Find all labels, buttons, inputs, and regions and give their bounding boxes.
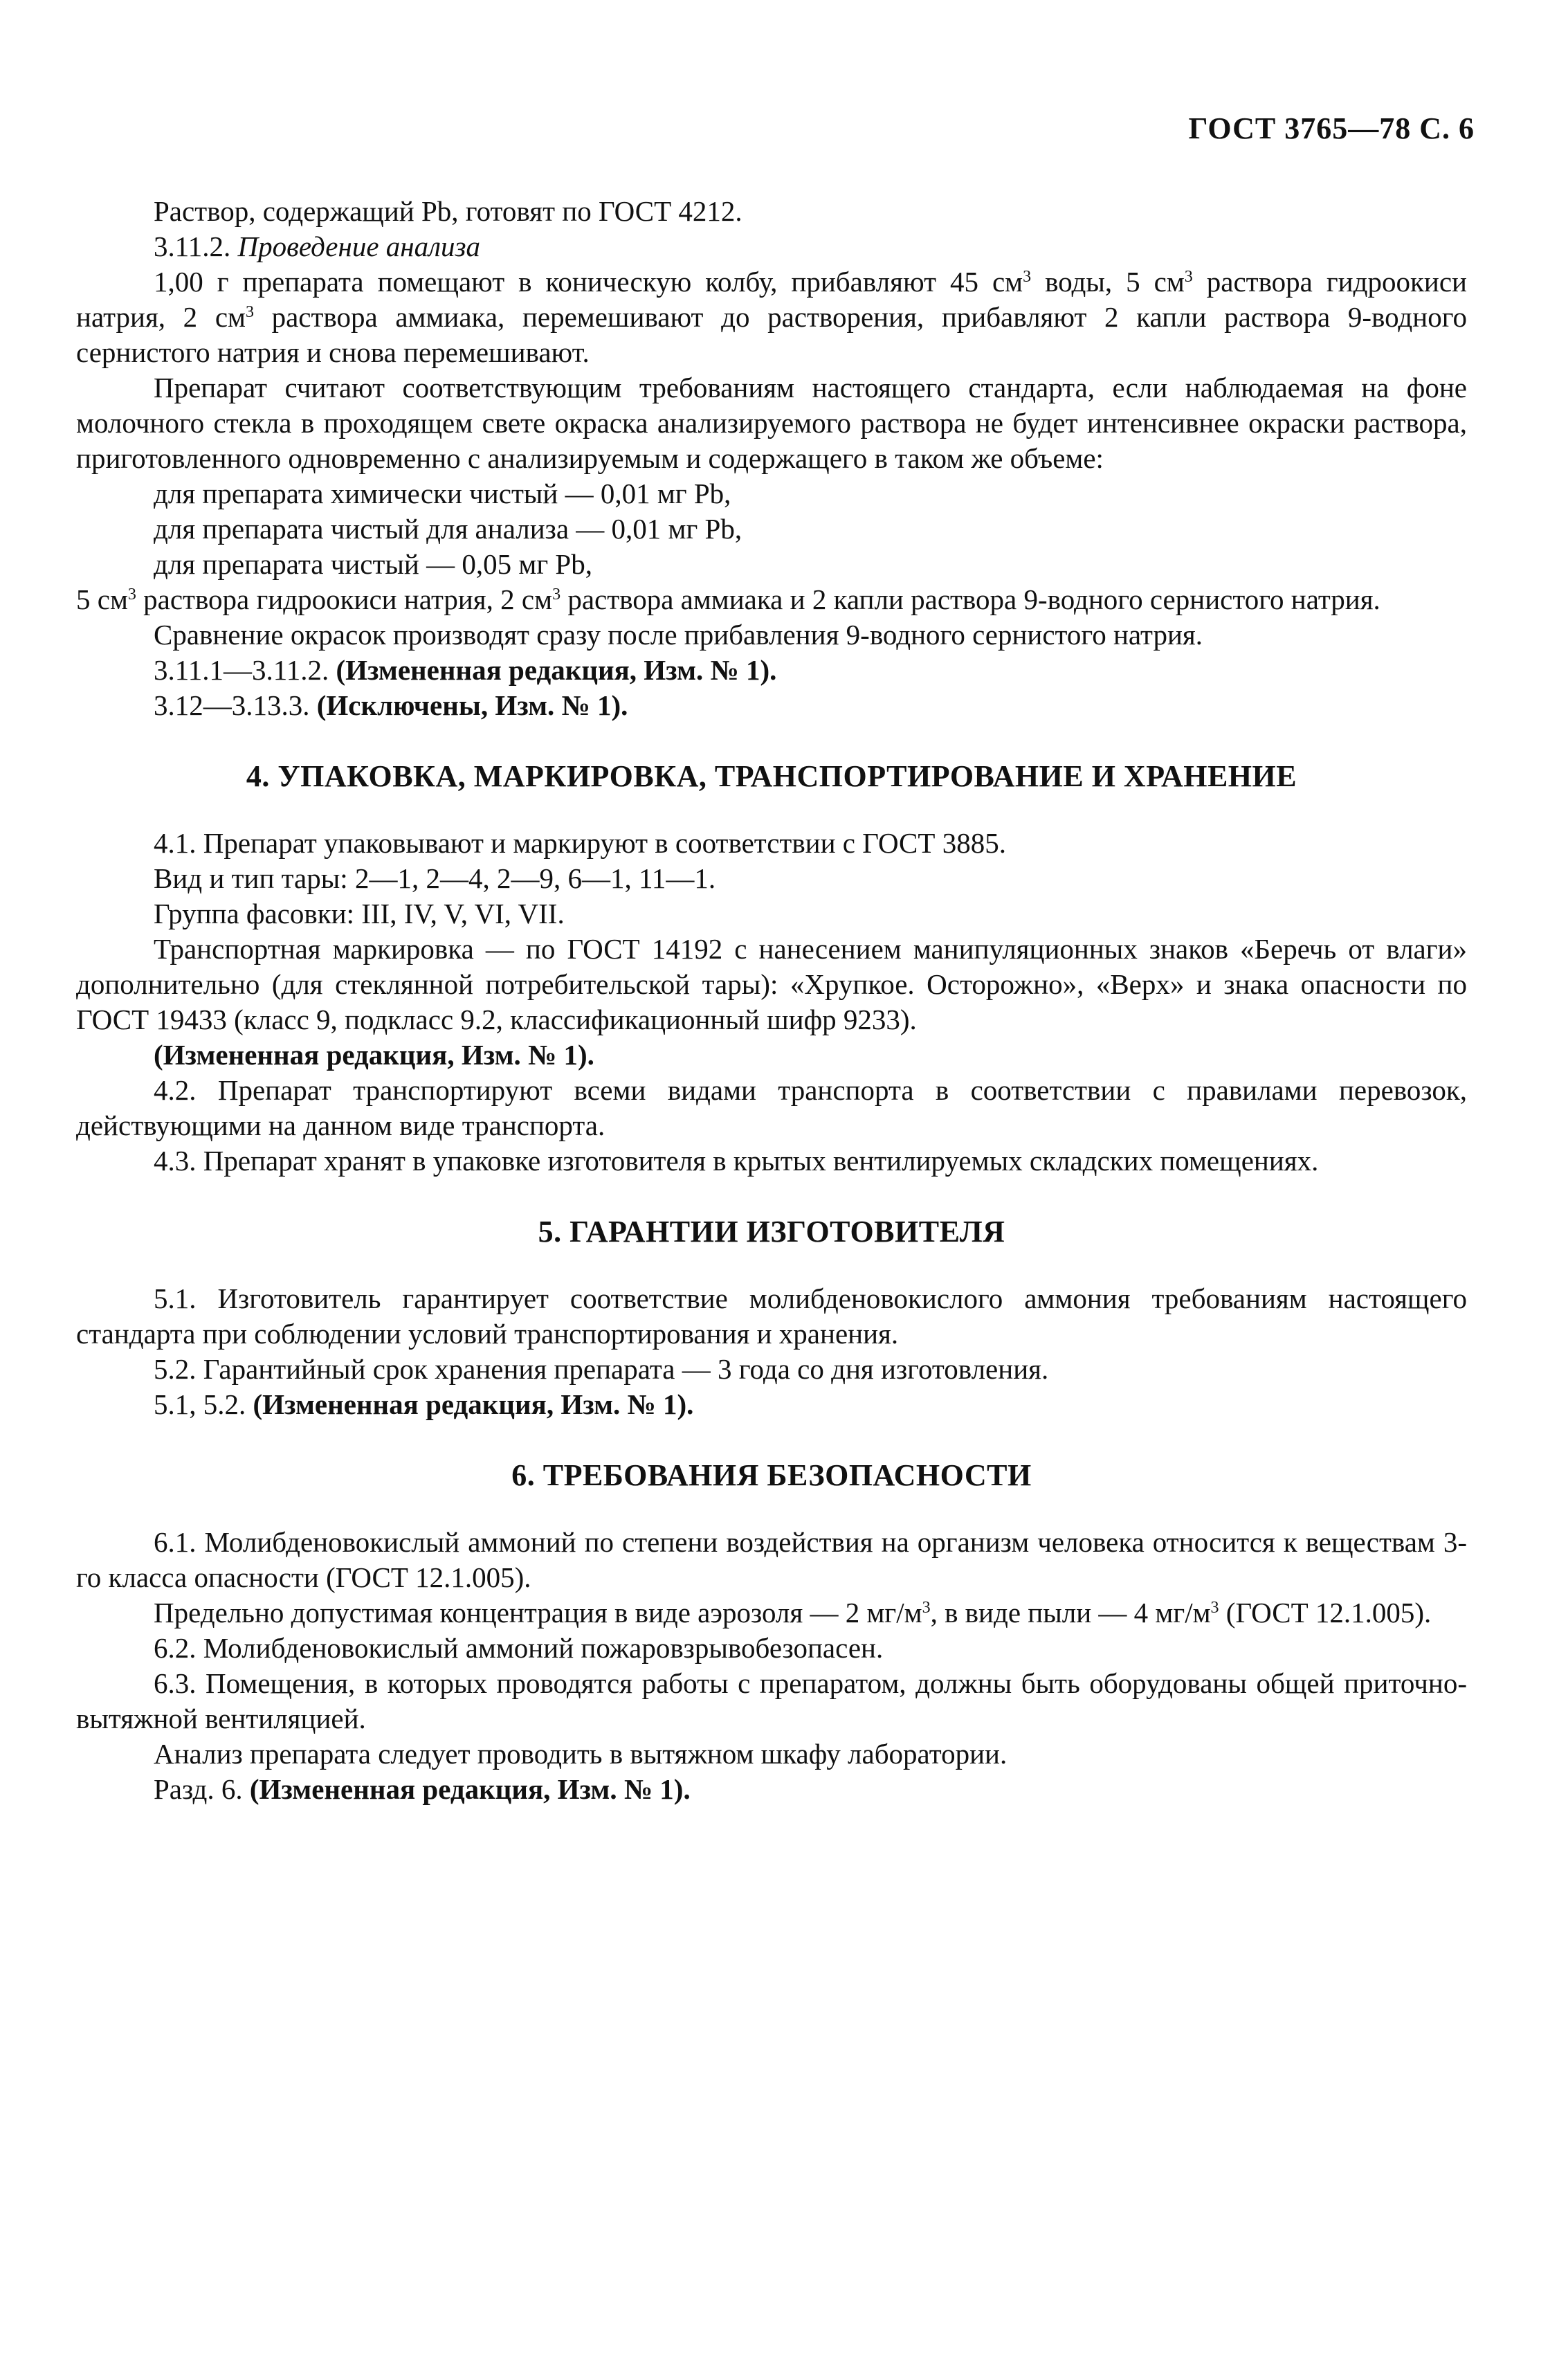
paragraph-packing-group: Группа фасовки: III, IV, V, VI, VII. bbox=[154, 898, 565, 929]
clause-number: 3.11.2. bbox=[154, 230, 238, 262]
text-run: раствора гидроокиси натрия, 2 см bbox=[136, 583, 553, 615]
text-run: Предельно допустимая концентрация в виде аэрозоля — 2 мг/м bbox=[154, 1597, 922, 1629]
excluded-note: (Исключены, Изм. № 1). bbox=[316, 689, 628, 721]
paragraph-4-1: 4.1. Препарат упаковывают и маркируют в соответствии с ГОСТ 3885. bbox=[154, 827, 1006, 859]
superscript: 3 bbox=[245, 303, 254, 321]
paragraph-sodium bbox=[76, 582, 1467, 617]
section-heading-5: 5. ГАРАНТИИ ИЗГОТОВИТЕЛЯ bbox=[538, 1215, 1005, 1249]
paragraph-edition-note bbox=[76, 653, 1467, 688]
paragraph-procedure bbox=[76, 264, 1467, 370]
text-run: 1,00 г препарата помещают в коническую колбу, прибавляют 45 см bbox=[154, 266, 1023, 298]
paragraph-excluded-note bbox=[76, 688, 1467, 723]
paragraph-6-1: 6.1. Молибденовокислый аммоний по степени воздействия на организм человека относится к веществам 3-го класса опасности (ГОСТ 12.1.005). bbox=[76, 1526, 1467, 1593]
text-run: воды, 5 см bbox=[1031, 266, 1185, 298]
text-run: , в виде пыли — 4 мг/м bbox=[930, 1597, 1211, 1629]
paragraph-requirement: Препарат считают соответствующим требованиям настоящего стандарта, если наблюдаемая на фоне молочного стекла в проходящем свете окраска анализируемого раствора не будет интенсивнее окраски раствора, приготовленного одновременно с анализируемым и содержащего в таком же объеме: bbox=[76, 372, 1467, 474]
edition-note: (Измененная редакция, Изм. № 1). bbox=[253, 1388, 694, 1420]
superscript: 3 bbox=[552, 586, 561, 604]
superscript: 3 bbox=[1210, 1599, 1219, 1617]
superscript: 3 bbox=[922, 1599, 931, 1617]
list-item: для препарата чистый — 0,05 мг Pb, bbox=[154, 548, 592, 580]
edition-note: (Измененная редакция, Изм. № 1). bbox=[249, 1773, 691, 1805]
list-item: для препарата химически чистый — 0,01 мг Pb, bbox=[154, 478, 731, 509]
section-heading-4: 4. УПАКОВКА, МАРКИРОВКА, ТРАНСПОРТИРОВАНИЕ И ХРАНЕНИЕ bbox=[246, 759, 1297, 793]
paragraph-tara: Вид и тип тары: 2—1, 2—4, 2—9, 6—1, 11—1. bbox=[154, 862, 716, 894]
paragraph-4-2: 4.2. Препарат транспортируют всеми видами транспорта в соответствии с правилами перевозок, действующими на данном виде транспорта. bbox=[76, 1074, 1467, 1141]
paragraph-6-3: 6.3. Помещения, в которых проводятся работы с препаратом, должны быть оборудованы общей приточно-вытяжной вентиляцией. bbox=[76, 1667, 1467, 1734]
clause-title: Проведение анализа bbox=[237, 230, 481, 262]
text-run: раствора гидроокиси натрия, 2 см bbox=[76, 266, 1467, 333]
clause-number: 3.12—3.13.3. bbox=[154, 689, 317, 721]
paragraph-pb-solution: Раствор, содержащий Pb, готовят по ГОСТ 4212. bbox=[154, 195, 742, 227]
paragraph-4-3: 4.3. Препарат хранят в упаковке изготовителя в крытых вентилируемых складских помещениях. bbox=[154, 1145, 1319, 1177]
paragraph-comparison: Сравнение окрасок производят сразу после прибавления 9-водного сернистого натрия. bbox=[154, 619, 1203, 651]
paragraph-transport-marking: Транспортная маркировка — по ГОСТ 14192 с нанесением манипуляционных знаков «Беречь от влаги» дополнительно (для стеклянной потребительской тары): «Хрупкое. Осторожно», «Верх» и знака опасности по ГОСТ 19433 (класс 9, подкласс 9.2, классификационный шифр 9233). bbox=[76, 933, 1467, 1035]
paragraph-edition-note: (Измененная редакция, Изм. № 1). bbox=[154, 1039, 594, 1071]
page-header: ГОСТ 3765—78 С. 6 bbox=[1188, 111, 1475, 145]
page-content bbox=[76, 194, 1467, 1807]
paragraph-3-11-2 bbox=[76, 229, 1467, 264]
paragraph-5-1: 5.1. Изготовитель гарантирует соответствие молибденовокислого аммония требованиям настоящего стандарта при соблюдении условий транспортирования и хранения. bbox=[76, 1282, 1467, 1350]
paragraph-6-2: 6.2. Молибденовокислый аммоний пожаровзрывобезопасен. bbox=[154, 1632, 884, 1664]
paragraph-max-concentration bbox=[76, 1595, 1467, 1631]
superscript: 3 bbox=[127, 586, 136, 604]
paragraph-5-2: 5.2. Гарантийный срок хранения препарата — 3 года со дня изготовления. bbox=[154, 1353, 1049, 1385]
paragraph-edition-note bbox=[76, 1387, 1467, 1422]
clause-number: Разд. 6. bbox=[154, 1773, 250, 1805]
paragraph-fume-hood: Анализ препарата следует проводить в вытяжном шкафу лаборатории. bbox=[154, 1738, 1008, 1770]
section-heading-6: 6. ТРЕБОВАНИЯ БЕЗОПАСНОСТИ bbox=[511, 1458, 1032, 1492]
text-run: 5 см bbox=[76, 583, 128, 615]
list-item: для препарата чистый для анализа — 0,01 мг Pb, bbox=[154, 513, 742, 545]
text-run: раствора аммиака, перемешивают до растворения, прибавляют 2 капли раствора 9-водного сернистого натрия и снова перемешивают. bbox=[76, 301, 1467, 368]
paragraph-edition-note bbox=[76, 1772, 1467, 1807]
superscript: 3 bbox=[1023, 268, 1032, 286]
text-run: (ГОСТ 12.1.005). bbox=[1219, 1597, 1432, 1629]
clause-number: 5.1, 5.2. bbox=[154, 1388, 253, 1420]
clause-number: 3.11.1—3.11.2. bbox=[154, 654, 336, 686]
text-run: раствора аммиака и 2 капли раствора 9-водного сернистого натрия. bbox=[560, 583, 1380, 615]
edition-note: (Измененная редакция, Изм. № 1). bbox=[336, 654, 777, 686]
superscript: 3 bbox=[1184, 268, 1193, 286]
